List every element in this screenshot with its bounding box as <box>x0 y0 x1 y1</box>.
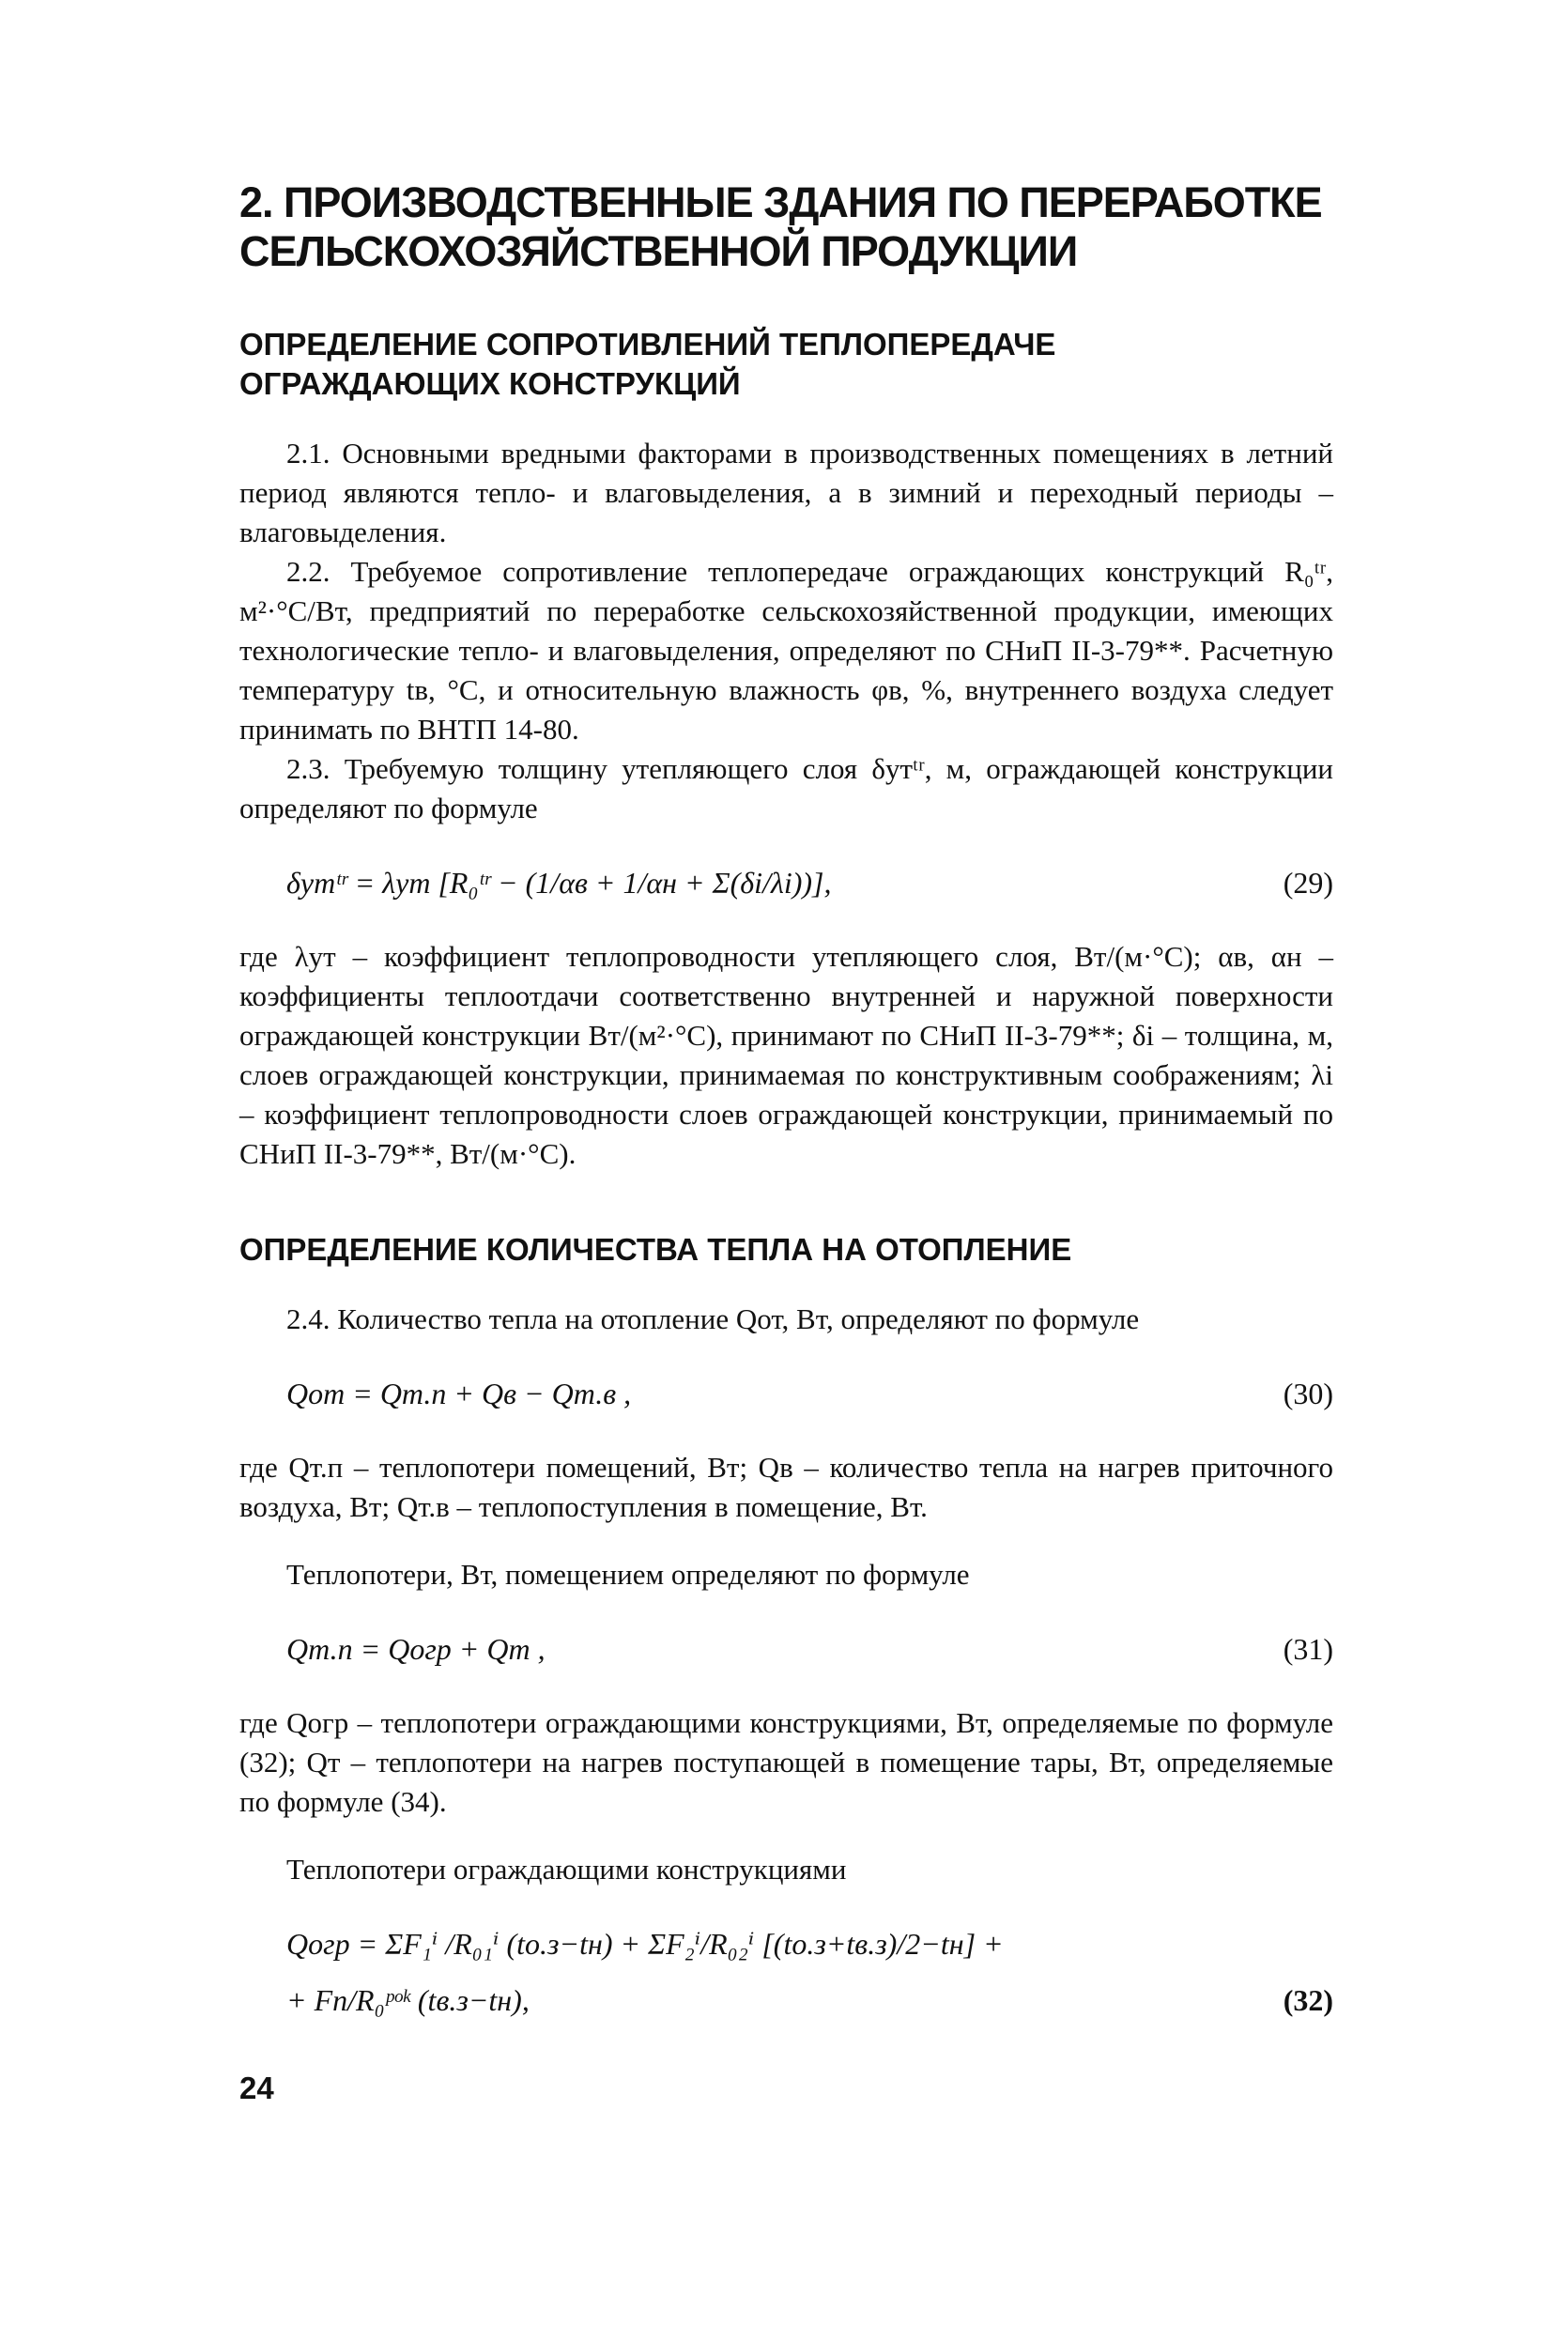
formula-29-number: (29) <box>1283 866 1333 900</box>
formula-30-expression: Qот = Qт.п + Qв − Qт.в , <box>286 1377 632 1410</box>
formula-32-line2: + Fп/R₀ᵖᵒᵏ (tв.з−tн), <box>286 1983 530 2017</box>
formula-29-legend: где λут – коэффициент теплопроводности утепляющего слоя, Вт/(м·°С); αв, αн – коэффициенты теплоотдачи соответственно внутренней и наружной поверхности ограждающей конструкции Вт/(м²·°С), принимают по СНиП II-3-79**; δi – толщина, м, слоев ограждающей конструкции, принимаемая по конструктивным соображениям; λi – коэффициент теплопроводности слоев ограждающей конструкции, принимаемый по СНиП II-3-79**, Вт/(м·°С). <box>239 940 1333 1170</box>
section-heading-resistance-line1: ОПРЕДЕЛЕНИЕ СОПРОТИВЛЕНИЙ ТЕПЛОПЕРЕДАЧЕ <box>239 327 1056 362</box>
chapter-title <box>239 178 1333 276</box>
section-heading-heating: ОПРЕДЕЛЕНИЕ КОЛИЧЕСТВА ТЕПЛА НА ОТОПЛЕНИЕ <box>239 1232 1072 1267</box>
formula-30-legend: где Qт.п – теплопотери помещений, Вт; Qв – количество тепла на нагрев приточного воздуха, Вт; Qт.в – теплопоступления в помещение, Вт. <box>239 1451 1333 1523</box>
page-number: 24 <box>239 2071 274 2105</box>
formula-29-expression: δутᵗʳ = λут [R₀ᵗʳ − (1/αв + 1/αн + Σ(δi/λi))], <box>286 866 832 900</box>
formula-31 <box>239 1621 1333 1677</box>
page-body <box>239 178 1333 2055</box>
heatloss-intro: Теплопотери, Вт, помещением определяют по формуле <box>286 1558 970 1591</box>
enclosure-intro: Теплопотери ограждающими конструкциями <box>286 1853 847 1886</box>
chapter-title-line2: СЕЛЬСКОХОЗЯЙСТВЕННОЙ ПРОДУКЦИИ <box>239 227 1078 275</box>
formula-30-number: (30) <box>1283 1377 1333 1410</box>
formula-32-line1: Qогр = ΣF₁ⁱ /R₀₁ⁱ (tо.з−tн) + ΣF₂ⁱ/R₀₂ⁱ [(tо.з+tв.з)/2−tн] + <box>286 1927 1004 1961</box>
paragraph-2-3: 2.3. Требуемую толщину утепляющего слоя δутᵗʳ, м, ограждающей конструкции определяют по формуле <box>239 752 1333 824</box>
formula-30 <box>239 1365 1333 1422</box>
formula-32-number: (32) <box>1283 1983 1333 2017</box>
paragraph-2-1: 2.1. Основными вредными факторами в производственных помещениях в летний период являются тепло- и влаговыделения, а в зимний и переходный периоды – влаговыделения. <box>239 437 1333 548</box>
paragraph-2-2: 2.2. Требуемое сопротивление теплопередаче ограждающих конструкций R₀ᵗʳ, м²·°С/Вт, предприятий по переработке сельскохозяйственной продукции, имеющих технологические тепло- и влаговыделения, определяют по СНиП II-3-79**. Расчетную температуру tв, °С, и относительную влажность φв, %, внутреннего воздуха следует принимать по ВНТП 14-80. <box>239 555 1333 746</box>
chapter-title-line1: 2. ПРОИЗВОДСТВЕННЫЕ ЗДАНИЯ ПО ПЕРЕРАБОТКЕ <box>239 178 1322 226</box>
formula-31-legend: где Qогр – теплопотери ограждающими конструкциями, Вт, определяемые по формуле (32); Qт – теплопотери на нагрев поступающей в помещение тары, Вт, определяемые по формуле (34). <box>239 1706 1333 1818</box>
section-heading-resistance <box>239 325 1333 404</box>
formula-32 <box>239 1916 1333 2028</box>
formula-31-number: (31) <box>1283 1632 1333 1666</box>
section-heading-resistance-line2: ОГРАЖДАЮЩИХ КОНСТРУКЦИЙ <box>239 366 741 401</box>
formula-29 <box>239 855 1333 911</box>
paragraph-2-4: 2.4. Количество тепла на отопление Qот, Вт, определяют по формуле <box>286 1302 1140 1335</box>
formula-31-expression: Qт.п = Qогр + Qт , <box>286 1632 546 1666</box>
